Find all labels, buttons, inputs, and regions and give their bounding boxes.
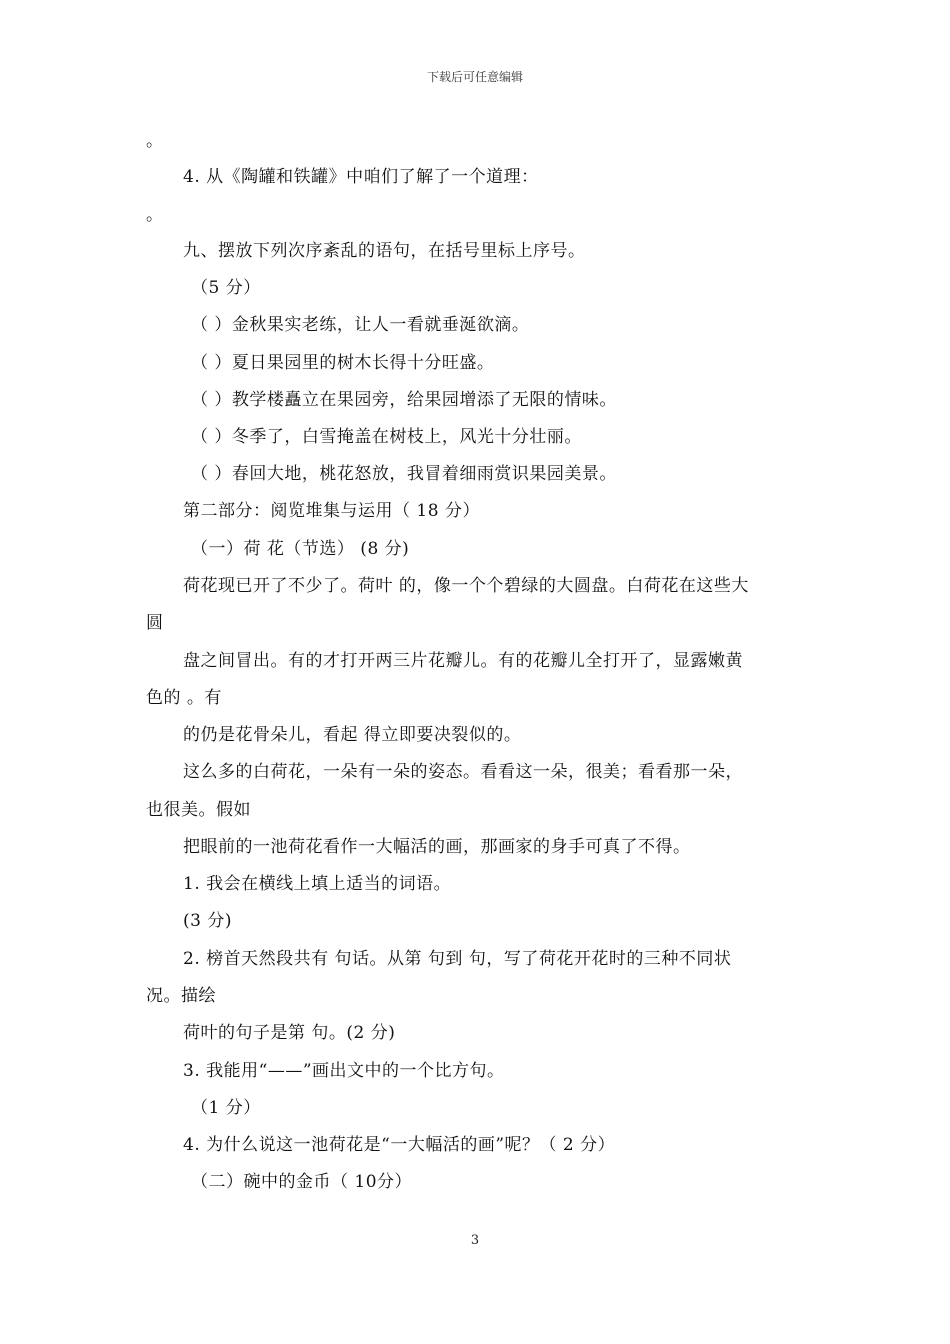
section-heading: （一）荷 花（节选） (8 分) xyxy=(191,539,410,559)
text-line: （5 分） xyxy=(191,278,261,298)
text-line: 圆 xyxy=(146,613,164,633)
text-line: 荷叶的句子是第 句。(2 分) xyxy=(183,1023,396,1043)
text-line: 4. 从《陶罐和铁罐》中咱们了解了一个道理： xyxy=(183,167,539,187)
text-line: 这么多的白荷花，一朵有一朵的姿态。看看这一朵，很美；看看那一朵， xyxy=(183,762,743,782)
text-line: 荷花现已开了不少了。荷叶 的，像一个个碧绿的大圆盘。白荷花在这些大 xyxy=(183,576,749,596)
text-line: 的仍是花骨朵儿，看起 得立即要决裂似的。 xyxy=(183,725,522,745)
text-line: （ ）春回大地，桃花怒放，我冒着细雨赏识果园美景。 xyxy=(191,464,617,484)
text-line: 。 xyxy=(146,131,164,151)
text-line: （1 分） xyxy=(191,1098,261,1118)
question-line: 2. 榜首天然段共有 句话。从第 句到 句，写了荷花开花时的三种不同状 xyxy=(183,949,732,969)
text-line: （ ）教学楼矗立在果园旁，给果园增添了无限的情味。 xyxy=(191,390,617,410)
text-line: 。 xyxy=(146,205,164,225)
text-line: 盘之间冒出。有的才打开两三片花瓣儿。有的花瓣儿全打开了，显露嫩黄 xyxy=(183,651,743,671)
section-heading: （二）碗中的金币（ 10分） xyxy=(191,1172,413,1192)
question-line: 3. 我能用“——”画出文中的一个比方句。 xyxy=(183,1061,505,1081)
text-line: 也很美。假如 xyxy=(146,800,251,820)
text-line: （ ）夏日果园里的树木长得十分旺盛。 xyxy=(191,353,495,373)
text-line: 况。描绘 xyxy=(146,986,216,1006)
text-line: （ ）金秋果实老练，让人一看就垂涎欲滴。 xyxy=(191,315,530,335)
text-line: (3 分) xyxy=(183,911,232,931)
section-heading: 第二部分：阅览堆集与运用（ 18 分） xyxy=(183,501,480,521)
question-line: 4. 为什么说这一池荷花是“一大幅活的画”呢？（ 2 分） xyxy=(183,1135,616,1155)
question-line: 1. 我会在横线上填上适当的词语。 xyxy=(183,874,452,894)
text-line: （ ）冬季了，白雪掩盖在树枝上，风光十分壮丽。 xyxy=(191,427,582,447)
text-line: 色的 。有 xyxy=(146,688,222,708)
text-line: 把眼前的一池荷花看作一大幅活的画，那画家的身手可真了不得。 xyxy=(183,837,691,857)
page-header: 下载后可任意编辑 xyxy=(426,70,523,84)
section-heading: 九、摆放下列次序紊乱的语句，在括号里标上序号。 xyxy=(183,241,586,261)
page-number: 3 xyxy=(470,1233,480,1248)
